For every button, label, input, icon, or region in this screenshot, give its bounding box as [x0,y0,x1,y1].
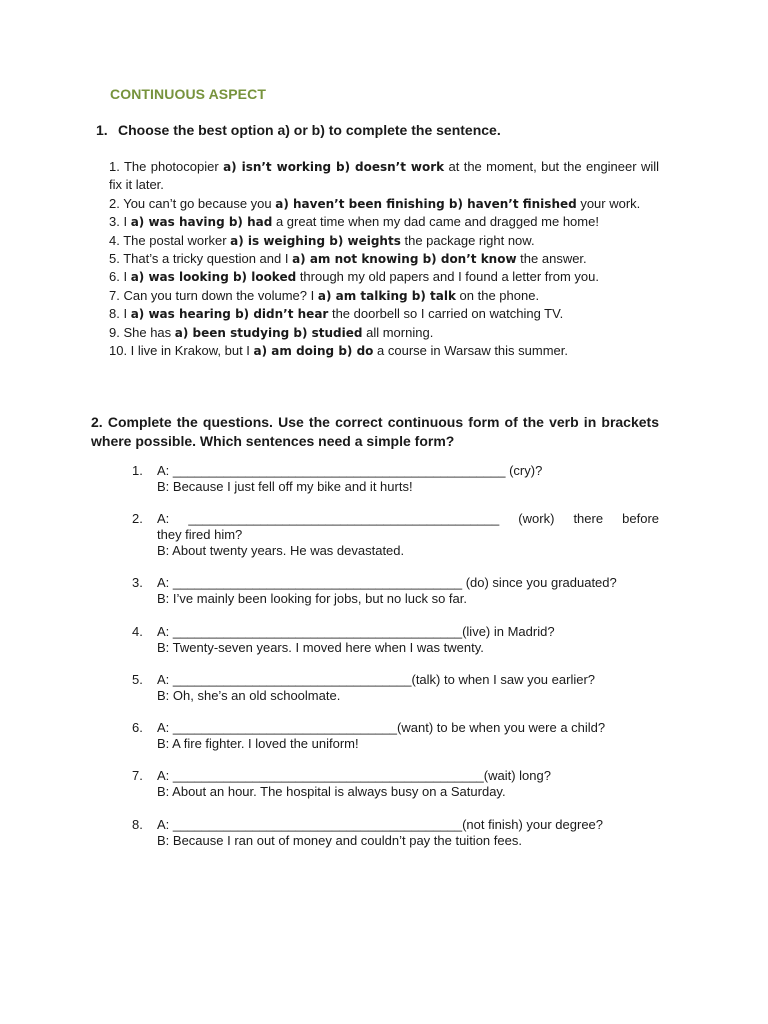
answer-b-line: B: Because I ran out of money and couldn’t pay the tuition fees. [157,833,522,848]
item-text: 9. She has [109,324,175,340]
question-a-line: A: ___________________________________________(wait) long? [157,768,551,783]
item-text: 7. Can you turn down the volume? I [109,287,318,303]
list-item [109,287,659,305]
item-options: a) am not knowing b) don’t know [292,252,517,267]
list-item [109,342,659,360]
item-options: a) was having b) had [130,215,273,230]
list-item [109,213,659,231]
item-options: a) been studying b) studied [174,325,363,340]
item-options: a) was looking b) looked [130,270,297,285]
answer-b-line: B: Twenty-seven years. I moved here when I was twenty. [157,640,484,655]
list-item [109,305,659,323]
question-number: 1. [132,463,143,478]
answer-b-line: B: I’ve mainly been looking for jobs, but no luck so far. [157,591,468,606]
question-number: 4. [132,624,143,639]
question-a-line: A: ________________________________________(live) in Madrid? [157,624,555,639]
question-number: 6. [132,720,143,735]
question-a-continuation: they fired him? [157,527,243,542]
item-text: 10. I live in Krakow, but I [109,343,254,359]
section2-heading: 2. Complete the questions. Use the correct continuous form of the verb in brackets where possible. Which sentences need a simple form? [91,414,659,449]
item-options: a) isn’t working b) doesn’t work [223,160,445,174]
question-a-line: A: _______________________________(want) to be when you were a child? [157,720,606,735]
item-text: your work. [576,195,641,211]
section1-number: 1. [96,122,108,138]
item-options: a) am talking b) talk [317,288,456,303]
item-text: through my old papers and I found a letter from you. [296,269,599,285]
list-item [109,232,659,250]
item-text: the answer. [516,251,587,267]
item-options: a) was hearing b) didn’t hear [130,307,329,322]
list-item [109,158,659,195]
item-text: a great time when my dad came and dragged me home! [272,214,599,230]
question-a-line: A: ___________________________________________ (work) there before [157,511,659,526]
item-options: a) is weighing b) weights [230,233,401,248]
section1-list [109,158,659,360]
answer-b-line: B: Oh, she’s an old schoolmate. [157,688,341,703]
item-text: 2. You can’t go because you [109,195,276,211]
item-text: all morning. [362,324,434,340]
item-text: at the moment, but the engineer will fix it later. [109,159,659,193]
answer-b-line: B: About an hour. The hospital is always busy on a Saturday. [157,784,506,799]
item-text: a course in Warsaw this summer. [373,343,568,359]
list-item [109,250,659,268]
section1-heading [96,122,676,138]
item-text: 8. I [109,306,131,322]
item-text: the package right now. [400,232,535,248]
question-number: 3. [132,575,143,590]
item-text: 6. I [109,269,131,285]
question-a-line: A: ______________________________________________ (cry)? [157,463,543,478]
question-number: 8. [132,817,143,832]
answer-b-line: B: About twenty years. He was devastated. [157,543,405,558]
question-a-line: A: _________________________________(talk) to when I saw you earlier? [157,672,596,687]
question-a-line: A: ________________________________________(not finish) your degree? [157,817,604,832]
list-item [109,268,659,286]
item-text: 1. The photocopier [109,159,224,174]
list-item [109,324,659,342]
page-title: CONTINUOUS ASPECT [110,86,266,102]
list-item [109,195,659,213]
section1-heading-text: Choose the best option a) or b) to complete the sentence. [118,122,501,138]
item-text: 5. That’s a tricky question and I [109,251,293,267]
answer-b-line: B: A fire fighter. I loved the uniform! [157,736,359,751]
question-a-line: A: ________________________________________ (do) since you graduated? [157,575,617,590]
item-text: the doorbell so I carried on watching TV. [328,306,564,322]
question-number: 5. [132,672,143,687]
item-options: a) haven’t been finishing b) haven’t finished [275,196,577,211]
item-text: 3. I [109,214,131,230]
item-text: on the phone. [455,287,540,303]
question-number: 2. [132,511,143,526]
answer-b-line: B: Because I just fell off my bike and it hurts! [157,479,413,494]
question-number: 7. [132,768,143,783]
item-options: a) am doing b) do [253,344,374,359]
item-text: 4. The postal worker [109,232,231,248]
